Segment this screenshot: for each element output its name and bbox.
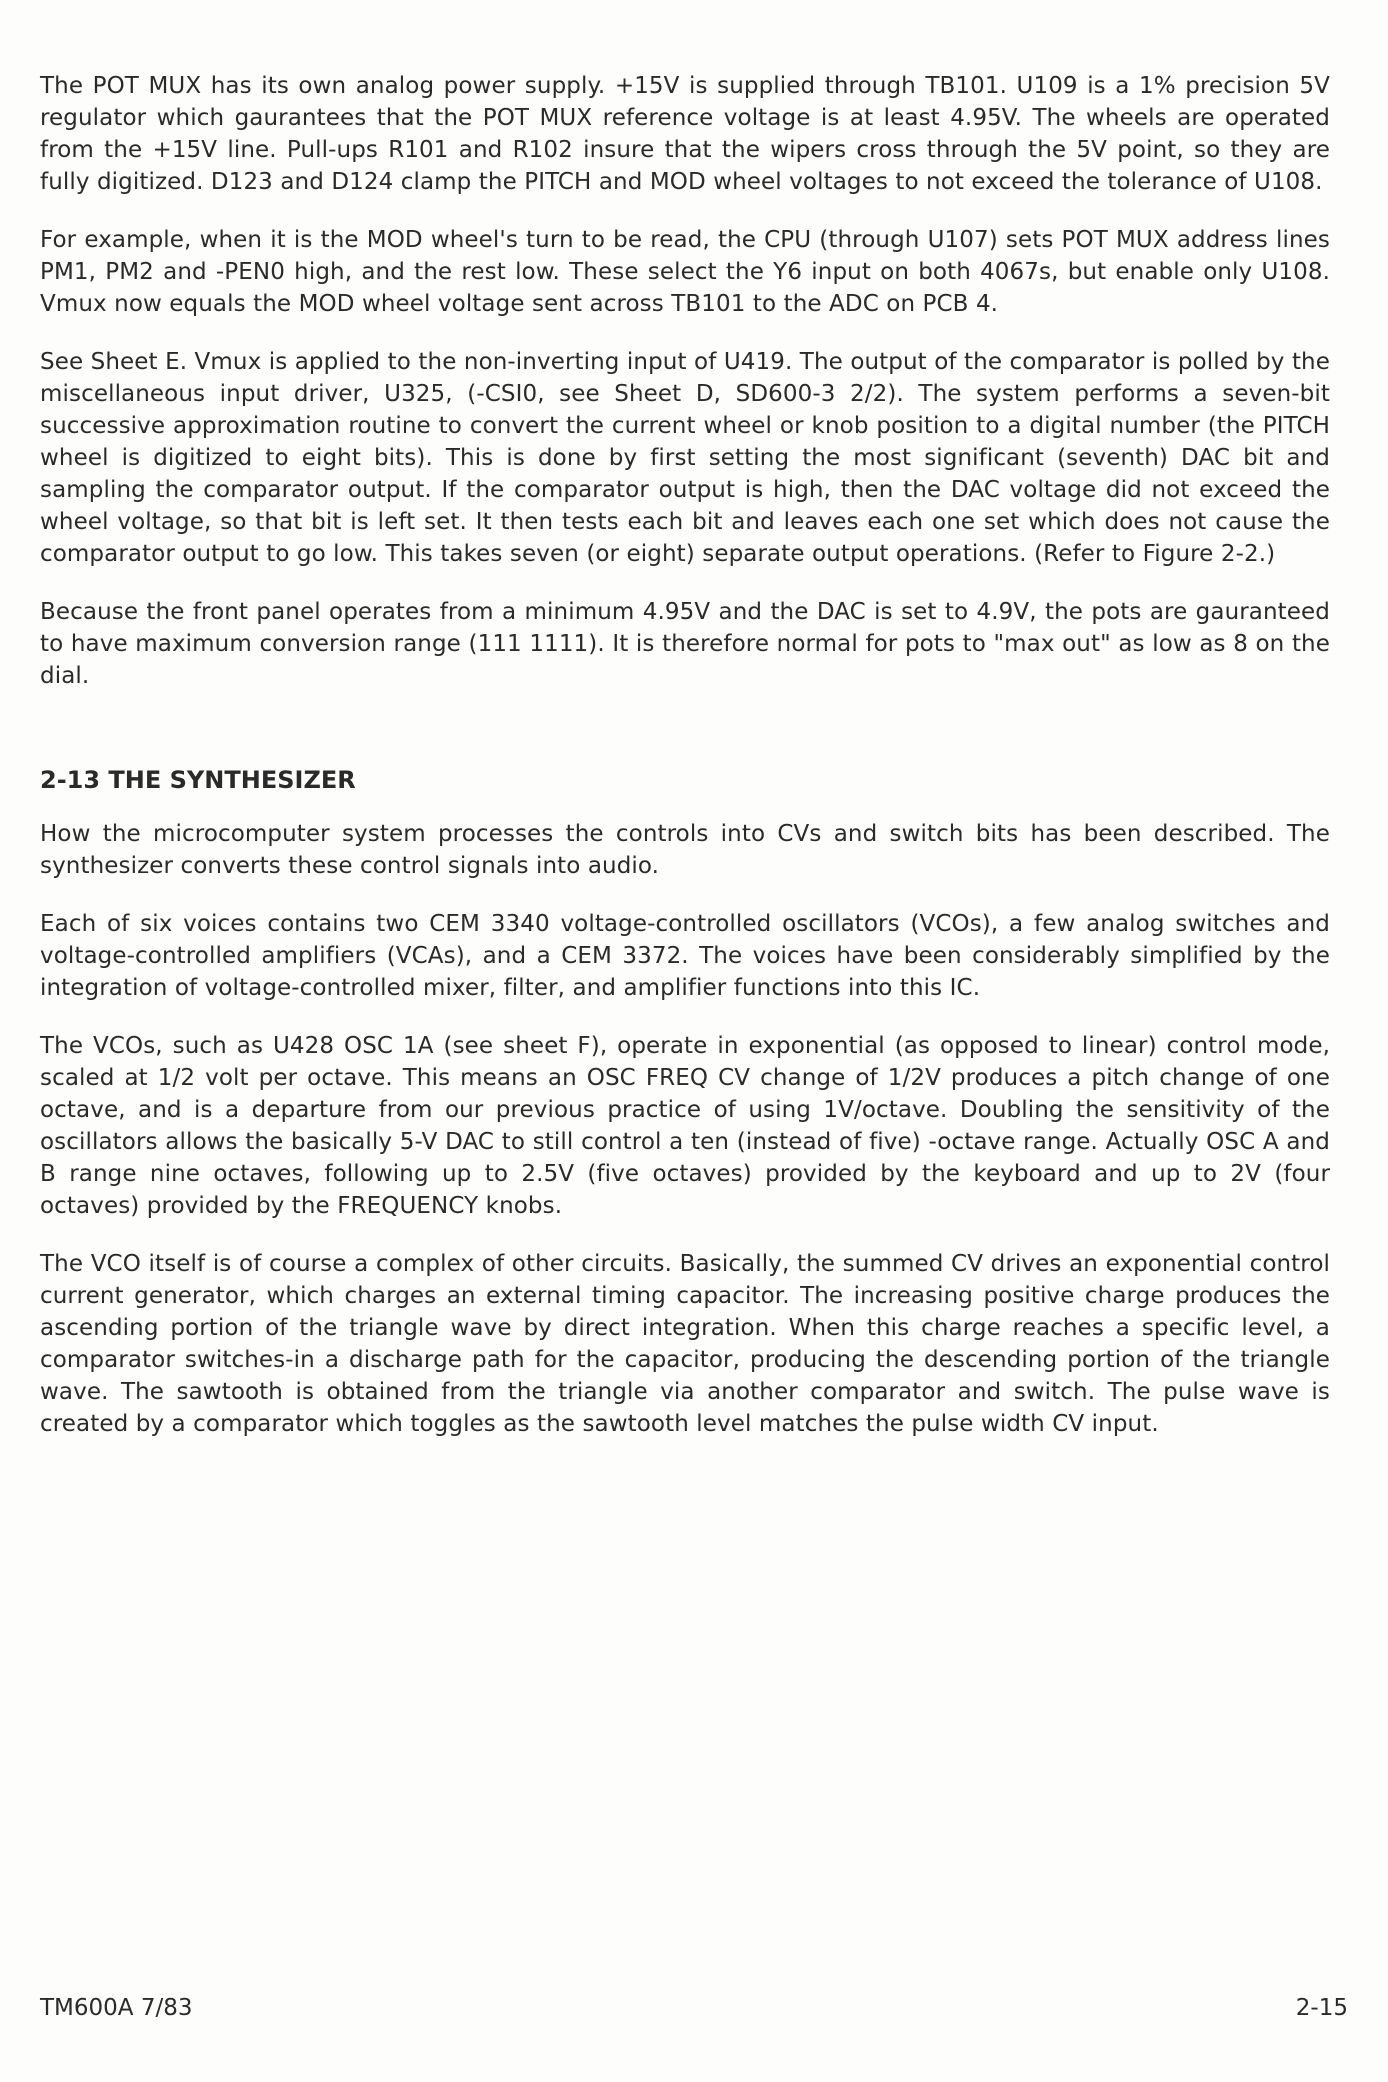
paragraph-mod-wheel-example: For example, when it is the MOD wheel's turn to be read, the CPU (through U107) sets POT MUX address lines PM1, PM2 and -PEN0 high, and the rest low. These select the Y6 input on both 4067s, but enable only U108. Vmux now equals the MOD wheel voltage sent across TB101 to the ADC on PCB 4. [40,227,1330,317]
paragraph-vmux-conversion: See Sheet E. Vmux is applied to the non-inverting input of U419. The output of the comparator is polled by the miscellaneous input driver, U325, (-CSI0, see Sheet D, SD600-3 2/2). The system performs a seven-bit successive approximation routine to convert the current wheel or knob position to a digital number (the PITCH wheel is digitized to eight bits). This is done by first setting the most significant (seventh) DAC bit and sampling the comparator output. If the comparator output is high, then the DAC voltage did not exceed the wheel voltage, so that bit is left set. It then tests each bit and leaves each one set which does not cause the comparator output to go low. This takes seven (or eight) separate output operations. (Refer to Figure 2-2.) [40,349,1330,567]
paragraph-synth-intro: How the microcomputer system processes the controls into CVs and switch bits has been described. The synthesizer converts these control signals into audio. [40,821,1330,879]
paragraph-conversion-range: Because the front panel operates from a minimum 4.95V and the DAC is set to 4.9V, the pots are gauranteed to have maximum conversion range (111 1111). It is therefore normal for pots to "max out" as low as 8 on the dial. [40,599,1330,689]
page-body [40,70,1330,1466]
paragraph-vcos: The VCOs, such as U428 OSC 1A (see sheet F), operate in exponential (as opposed to linear) control mode, scaled at 1/2 volt per octave. This means an OSC FREQ CV change of 1/2V produces a pitch change of one octave, and is a departure from our previous practice of using 1V/octave. Doubling the sensitivity of the oscillators allows the basically 5-V DAC to still control a ten (instead of five) -octave range. Actually OSC A and B range nine octaves, following up to 2.5V (five octaves) provided by the keyboard and up to 2V (four octaves) provided by the FREQUENCY knobs. [40,1033,1330,1219]
section-heading: 2-13 THE SYNTHESIZER [40,766,356,794]
paragraph-voices: Each of six voices contains two CEM 3340 voltage-controlled oscillators (VCOs), a few analog switches and voltage-controlled amplifiers (VCAs), and a CEM 3372. The voices have been considerably simplified by the integration of voltage-controlled mixer, filter, and amplifier functions into this IC. [40,911,1330,1001]
paragraph-vco-circuit: The VCO itself is of course a complex of other circuits. Basically, the summed CV drives an exponential control current generator, which charges an external timing capacitor. The increasing positive charge produces the ascending portion of the triangle wave by direct integration. When this charge reaches a specific level, a comparator switches-in a discharge path for the capacitor, producing the descending portion of the triangle wave. The sawtooth is obtained from the triangle via another comparator and switch. The pulse wave is created by a comparator which toggles as the sawtooth level matches the pulse width CV input. [40,1251,1330,1437]
page-footer [40,1992,1348,2024]
paragraph-pot-mux-supply: The POT MUX has its own analog power supply. +15V is supplied through TB101. U109 is a 1% precision 5V regulator which gaurantees that the POT MUX reference voltage is at least 4.95V. The wheels are operated from the +15V line. Pull-ups R101 and R102 insure that the wipers cross through the 5V point, so they are fully digitized. D123 and D124 clamp the PITCH and MOD wheel voltages to not exceed the tolerance of U108. [40,73,1330,195]
page-number: 2-15 [1295,1995,1348,2021]
footer-document-id: TM600A 7/83 [40,1995,193,2021]
